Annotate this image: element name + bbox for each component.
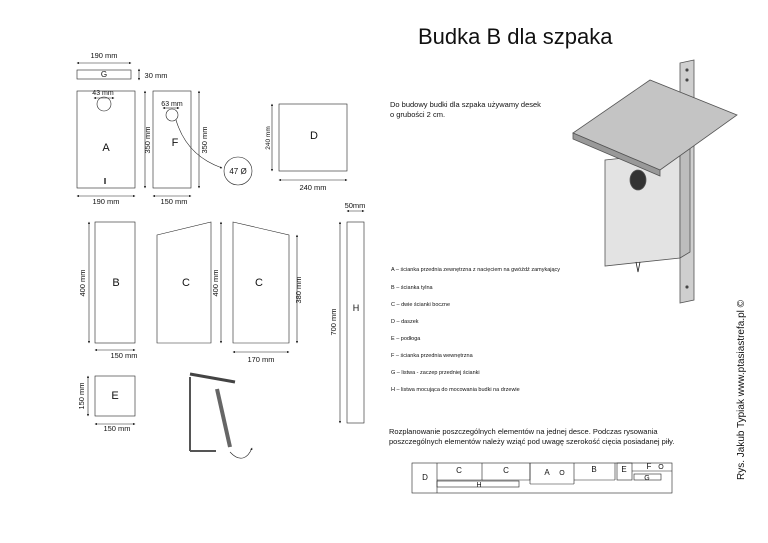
dim-d-width: 240 mm [299,183,327,192]
part-a-front-panel [77,91,135,188]
dim-hole-diameter: 47 Ø [229,167,247,176]
page-title: Budka B dla szpaka [418,24,613,49]
board-label-e: E [621,465,627,474]
legend-item-f: F – ścianka przednia wewnętrzna [391,353,473,359]
dim-f-hole: 63 mm [161,101,183,108]
part-h-mounting-strip [347,222,364,423]
legend-item-g: G – listwa - zaczep przedniej ścianki [391,370,480,376]
label-g: G [100,70,108,79]
board-label-a-hole: O [559,470,565,477]
dim-b-height: 400 mm [78,269,87,297]
legend-item-c: C – dwie ścianki boczne [391,302,451,308]
dim-e-height: 150 mm [77,382,86,410]
dim-a-height: 350 mm [143,126,152,154]
board-label-f: F [646,462,652,471]
birdhouse-3d-illustration [573,60,737,303]
dim-b-width: 150 mm [110,351,138,360]
dim-g-height: 30 mm [144,71,168,80]
legend-item-h: H – listwa mocująca do mocowania budki na drzewie [391,387,520,393]
legend-item-a: A – ścianka przednia zewnętrzna z nacięciem na gwóźdź zamykający [391,267,561,273]
legend-item-e: E – podłoga [391,336,421,342]
dim-a-width: 190 mm [92,197,120,206]
board-label-h: H [476,482,482,489]
board-cut-layout [412,463,672,493]
dim-h-width: 50mm [344,201,366,210]
board-label-d: D [422,473,428,482]
label-b: B [112,277,120,289]
dim-f-height: 350 mm [200,126,209,154]
board-label-b: B [591,465,597,474]
label-c-right: C [255,277,263,289]
dim-a-hole: 43 mm [92,90,114,97]
label-a: A [102,142,110,154]
board-label-c1: C [456,466,462,475]
label-d: D [310,130,318,142]
label-f: F [171,137,179,149]
dim-h-height: 700 mm [329,308,338,336]
board-label-g: G [644,475,650,482]
dim-g-width: 190 mm [90,51,118,60]
dim-c-width: 170 mm [247,355,275,364]
label-e: E [111,390,119,402]
label-c-left: C [182,277,190,289]
dim-f-width: 150 mm [160,197,188,206]
board-label-a: A [544,468,550,477]
dim-e-width: 150 mm [103,424,131,433]
legend-item-b: B – ścianka tylna [391,285,433,291]
credit-text: Rys. Jakub Typiak www.ptasiastrefa.pl © [736,299,747,480]
board-label-f-hole: O [658,464,664,471]
intro-note: Do budowy budki dla szpaka używamy desek o grubości 2 cm. [390,100,541,119]
board-label-c2: C [503,466,509,475]
dim-d-height: 240 mm [265,126,272,150]
dim-c-short-height: 380 mm [294,276,303,304]
label-h: H [352,303,360,313]
dim-c-height: 400 mm [211,269,220,297]
layout-note: Rozplanowanie poszczególnych elementów na jednej desce. Podczas rysowania poszczególnych elementów należy wziąć pod uwagę szerokość cięcia posiadanej piły. [389,427,675,446]
legend-item-d: D – daszek [391,319,419,325]
